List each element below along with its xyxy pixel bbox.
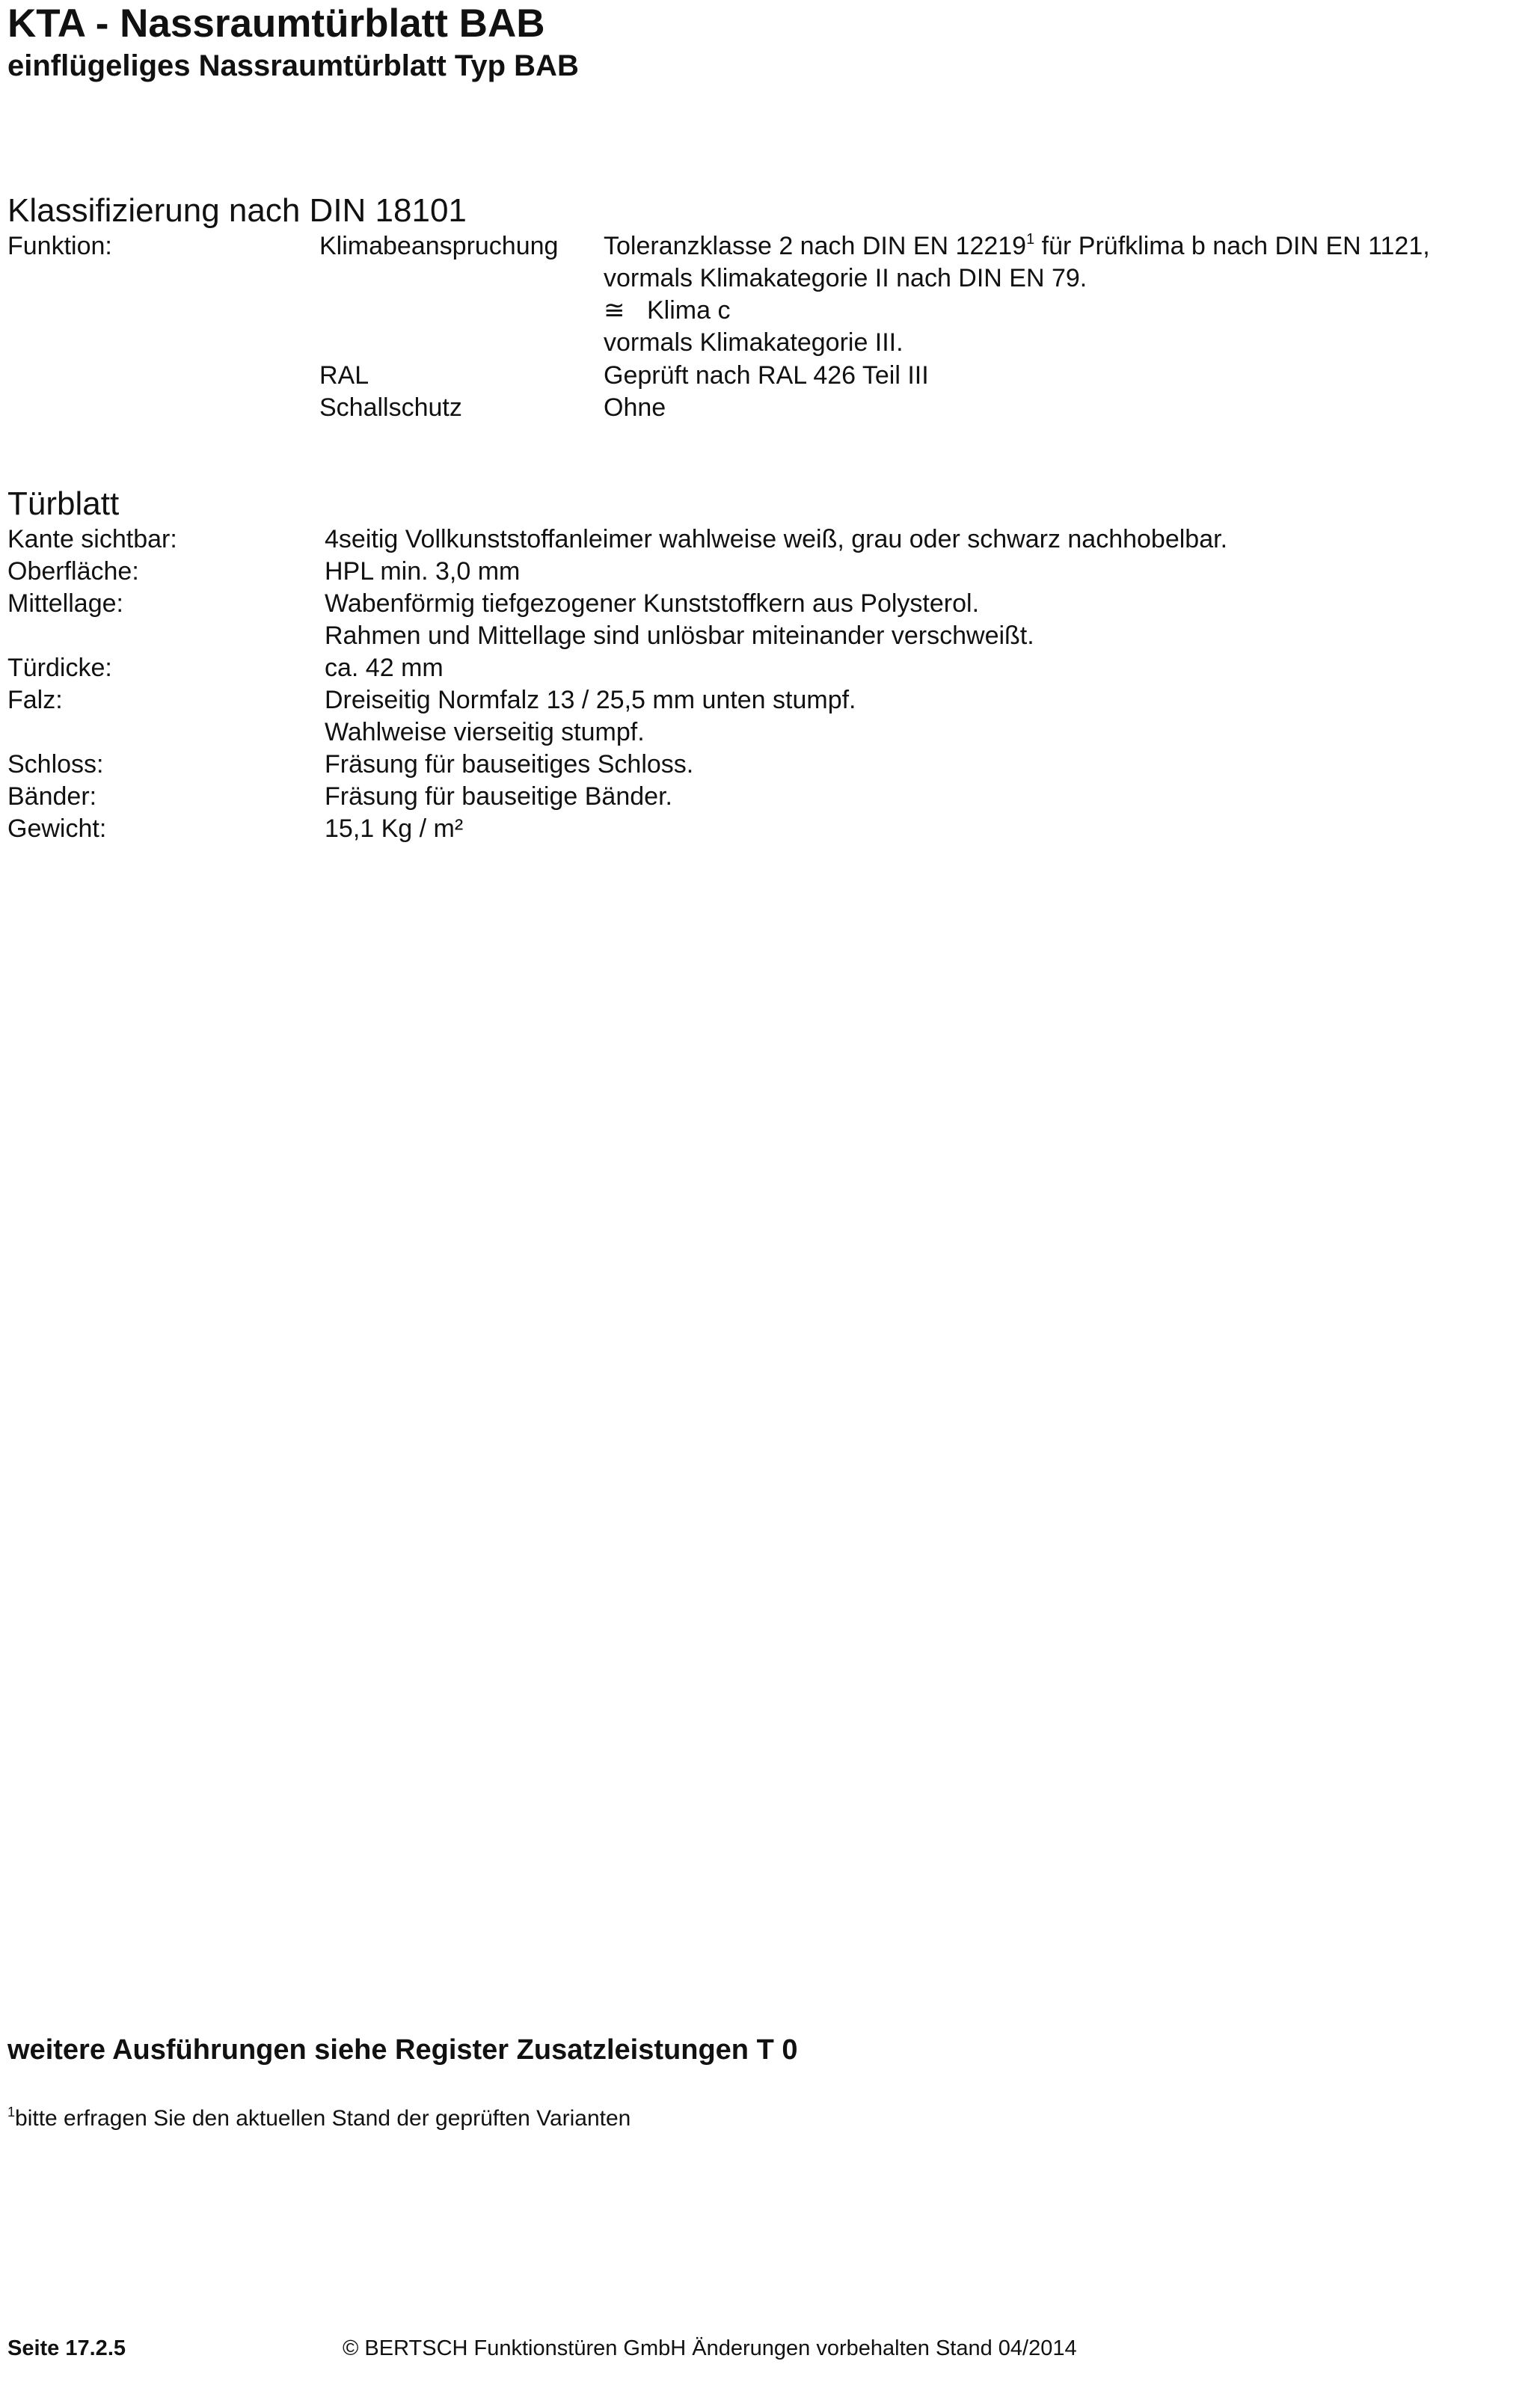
surface-value: HPL min. 3,0 mm [325, 557, 521, 586]
ral-value: Geprüft nach RAL 426 Teil III [604, 361, 929, 390]
rebate-value-2: Wahlweise vierseitig stumpf. [325, 718, 645, 746]
ral-label: RAL [319, 361, 369, 390]
climate-value-line-2: vormals Klimakategorie II nach DIN EN 79. [604, 264, 1087, 292]
sound-label: Schallschutz [319, 393, 462, 422]
sound-value: Ohne [604, 393, 666, 422]
classification-heading: Klassifizierung nach DIN 18101 [7, 192, 467, 229]
climate-value-line-4: vormals Klimakategorie III. [604, 328, 904, 357]
footnote-marker: 1 [1026, 231, 1035, 248]
surface-label: Oberfläche: [7, 557, 139, 586]
climate-c-text: Klima c [647, 296, 731, 325]
footnote-text: bitte erfragen Sie den aktuellen Stand der geprüften Varianten [15, 2106, 631, 2131]
rebate-value-1: Dreiseitig Normfalz 13 / 25,5 mm unten stumpf. [325, 686, 856, 714]
hinges-label: Bänder: [7, 782, 97, 811]
rebate-label: Falz: [7, 686, 63, 714]
climate-value-line-3 [604, 295, 730, 326]
tuerblatt-heading: Türblatt [7, 485, 120, 522]
page-number: Seite 17.2.5 [7, 2336, 126, 2360]
core-value-1: Wabenförmig tiefgezogener Kunststoffkern aus Polysterol. [325, 589, 980, 618]
function-label: Funktion: [7, 232, 112, 260]
climate-value-1b: für Prüfklima b nach DIN EN 1121, [1034, 232, 1430, 260]
document-subtitle: einflügeliges Nassraumtürblatt Typ BAB [7, 49, 579, 82]
hinges-value: Fräsung für bauseitige Bänder. [325, 782, 672, 811]
document-title: KTA - Nassraumtürblatt BAB [7, 1, 545, 46]
weight-label: Gewicht: [7, 814, 107, 843]
approx-equal-symbol: ≅ [604, 296, 625, 325]
edge-label: Kante sichtbar: [7, 525, 177, 553]
footnote [7, 2105, 631, 2133]
core-label: Mittellage: [7, 589, 123, 618]
thickness-value: ca. 42 mm [325, 654, 444, 682]
lock-value: Fräsung für bauseitiges Schloss. [325, 750, 694, 779]
more-info-note: weitere Ausführungen siehe Register Zusatzleistungen T 0 [7, 2034, 798, 2066]
thickness-label: Türdicke: [7, 654, 112, 682]
edge-value: 4seitig Vollkunststoffanleimer wahlweise weiß, grau oder schwarz nachhobelbar. [325, 525, 1228, 553]
lock-label: Schloss: [7, 750, 104, 779]
core-value-2: Rahmen und Mittellage sind unlösbar miteinander verschweißt. [325, 621, 1034, 650]
footnote-number: 1 [7, 2105, 16, 2119]
climate-value-line-1 [604, 230, 1430, 262]
climate-label: Klimabeanspruchung [319, 232, 559, 260]
copyright-notice: © BERTSCH Funktionstüren GmbH Änderungen vorbehalten Stand 04/2014 [343, 2336, 1077, 2360]
weight-value: 15,1 Kg / m² [325, 814, 464, 843]
climate-value-1a: Toleranzklasse 2 nach DIN EN 12219 [604, 232, 1027, 260]
